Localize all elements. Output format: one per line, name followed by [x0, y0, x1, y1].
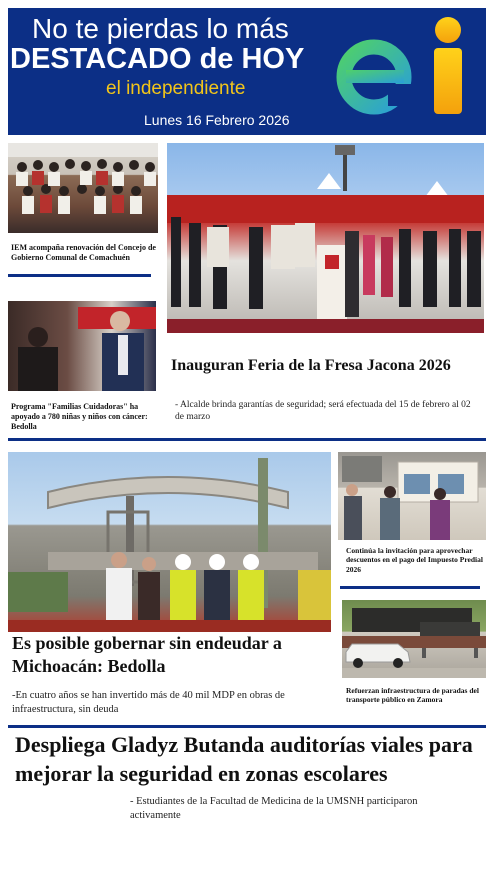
- ei-logo: [330, 10, 486, 120]
- header-date: Lunes 16 Febrero 2026: [144, 112, 290, 128]
- header-banner: [8, 8, 486, 135]
- fresa-photo-illustration: [167, 143, 484, 333]
- bedolla-headline[interactable]: Es posible gobernar sin endeudar a Michoacán: Bedolla: [12, 633, 282, 677]
- bedolla-photo[interactable]: [8, 452, 331, 632]
- familias-photo[interactable]: [8, 301, 156, 391]
- predial-photo[interactable]: [338, 452, 486, 540]
- predial-caption[interactable]: Continúa la invitación para aprovechar descuentos en el pago del Impuesto Predial 2026: [346, 546, 483, 574]
- gladyz-headline[interactable]: Despliega Gladyz Butanda auditorías viales para mejorar la seguridad en zonas escolares: [15, 732, 473, 787]
- bedolla-subhead: -En cuatro años se han invertido más de 40 mil MDP en obras de infraestructura, sin deuda: [12, 690, 285, 715]
- predial-photo-illustration: [338, 452, 486, 540]
- iem-photo[interactable]: [8, 143, 158, 233]
- section-divider-1: [8, 438, 486, 441]
- paradas-photo[interactable]: [342, 600, 486, 678]
- section-divider-2: [8, 725, 486, 728]
- paradas-caption[interactable]: Refuerzan infraestructura de paradas del transporte público en Zamora: [346, 686, 479, 705]
- familias-caption[interactable]: Programa "Familias Cuidadoras" ha apoyado a 780 niñas y niños con cáncer: Bedolla: [11, 402, 148, 431]
- fresa-photo[interactable]: [167, 143, 484, 333]
- iem-photo-group-illustration: [8, 143, 158, 233]
- familias-photo-illustration: [8, 301, 156, 391]
- bedolla-photo-illustration: [8, 452, 331, 632]
- fresa-headline[interactable]: Inauguran Feria de la Fresa Jacona 2026: [171, 357, 451, 374]
- predial-divider: [340, 586, 480, 589]
- header-brand-name: el independiente: [106, 78, 246, 99]
- iem-divider: [8, 274, 151, 277]
- fresa-subhead: - Alcalde brinda garantías de seguridad; será efectuada del 15 de febrero al 02 de marzo: [175, 400, 471, 423]
- iem-caption[interactable]: IEM acompaña renovación del Concejo de Gobierno Comunal de Comachuén: [11, 243, 156, 262]
- header-tagline-2: DESTACADO de HOY: [10, 43, 305, 75]
- paradas-photo-illustration: [342, 600, 486, 678]
- gladyz-subhead: - Estudiantes de la Facultad de Medicina de la UMSNH participaron activamente: [130, 796, 418, 821]
- header-tagline-1: No te pierdas lo más: [32, 13, 289, 44]
